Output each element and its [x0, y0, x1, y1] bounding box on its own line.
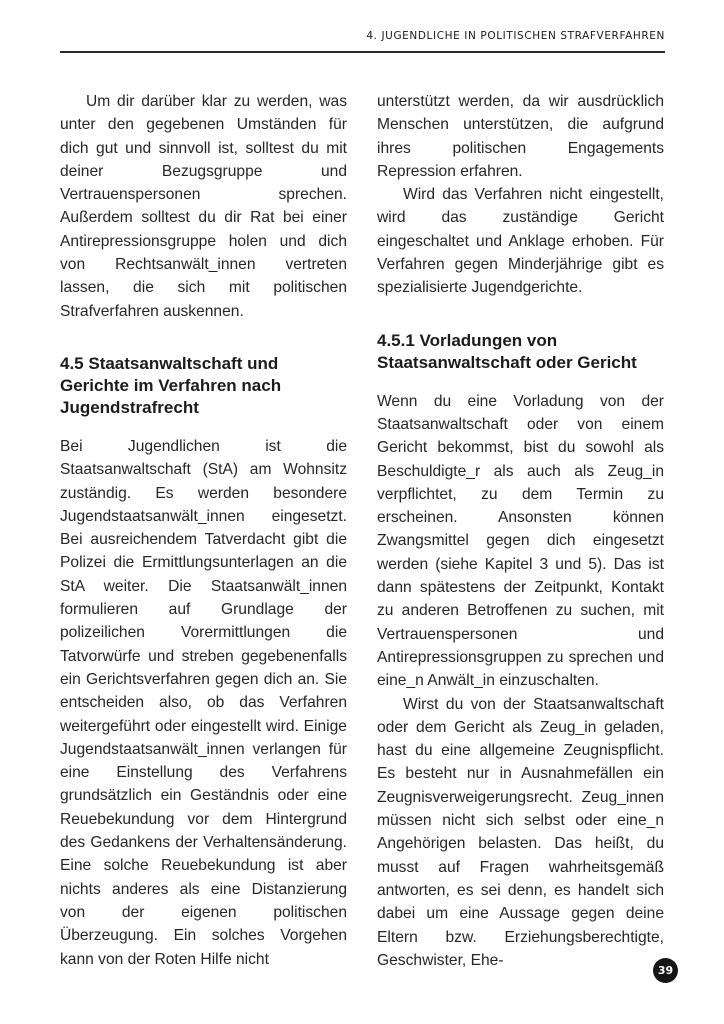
subsection-paragraph-zeugnis: Wirst du von der Staatsanwaltschaft oder dem Gericht als Zeug_in geladen, hast du eine allgemeine Zeugnispflicht. Es besteht nur in Ausnahmefällen ein Zeugnisverweigerungsrecht. Zeug_innen müssen nicht sich selbst oder eine_n Angehörigen belasten. Das heißt, du musst auf Fragen wahrheitsgemäß antworten, es sei denn, es handelt sich dabei um eine Aussage gegen deine Eltern bzw. Erziehungsberechtigte, Geschwister, Ehe-: [377, 695, 664, 969]
page-number-badge: 39: [653, 958, 678, 983]
intro-paragraph: Um dir darüber klar zu werden, was unter den gegebenen Umständen für dich gut und sinnvoll ist, solltest du mit deiner Bezugsgruppe und Vertrauenspersonen sprechen. Außerdem solltest du dir Rat bei einer Antirepressionsgruppe holen und dich von Rechtsanwält_innen vertreten lassen, die sich mit politischen Strafverfahren auskennen.: [60, 93, 347, 320]
left-column: [60, 90, 347, 971]
header-rule: [60, 51, 665, 53]
section-paragraph: Bei Jugendlichen ist die Staatsanwaltschaft (StA) am Wohnsitz zuständig. Es werden besondere Jugendstaatsanwält_innen eingesetzt. Bei ausreichendem Tatverdacht gibt die Polizei die Ermittlungsunterlagen an die StA weiter. Die Staatsanwält_innen formulieren auf Grundlage der polizeilichen Vorermittlungen die Tatvorwürfe und streben gegebenenfalls ein Gerichtsverfahren gegen dich an. Sie entscheiden also, ob das Verfahren weitergeführt oder eingestellt wird. Einige Jugendstaatsanwält_innen verlangen für eine Einstellung des Verfahrens grundsätzlich ein Geständnis oder eine Reuebekundung vor dem Hintergrund des Gedankens der Verhaltensänderung. Eine solche Reuebekundung ist aber nichts anderes als eine Distanzierung von der eigenen politischen Überzeugung. Ein solches Vorgehen kann von der Roten Hilfe nicht: [60, 437, 347, 968]
running-header: 4. JUGENDLICHE IN POLITISCHEN STRAFVERFAHREN: [366, 30, 665, 42]
paragraph-verfahren: Wird das Verfahren nicht eingestellt, wird das zuständige Gericht eingeschaltet und Anklage erhoben. Für Verfahren gegen Minderjährige gibt es spezialisierte Jugendgerichte.: [377, 186, 664, 297]
continuation-paragraph: unterstützt werden, da wir ausdrücklich Menschen unterstützen, die aufgrund ihres politischen Engagements Repression erfahren.: [377, 93, 664, 180]
section-heading: 4.5 Staatsanwaltschaft und Gerichte im Verfahren nach Jugendstrafrecht: [60, 353, 282, 417]
subsection-paragraph-vorladung: Wenn du eine Vorladung von der Staatsanwaltschaft oder von einem Gericht bekommst, bist du sowohl als Beschuldigte_r als auch als Zeug_in verpflichtet, zu dem Termin zu erscheinen. Ansonsten können Zwangsmittel gegen dich eingesetzt werden (siehe Kapitel 3 und 5). Das ist dann spätestens der Zeitpunkt, Kontakt zu anderen Betroffenen zu suchen, mit Vertrauenspersonen und Antirepressionsgruppen zu sprechen und eine_n Anwält_in einzuschalten.: [377, 392, 664, 690]
subsection-heading: 4.5.1 Vorladungen von Staatsanwaltschaft oder Gericht: [377, 330, 637, 372]
right-column: [377, 90, 664, 972]
